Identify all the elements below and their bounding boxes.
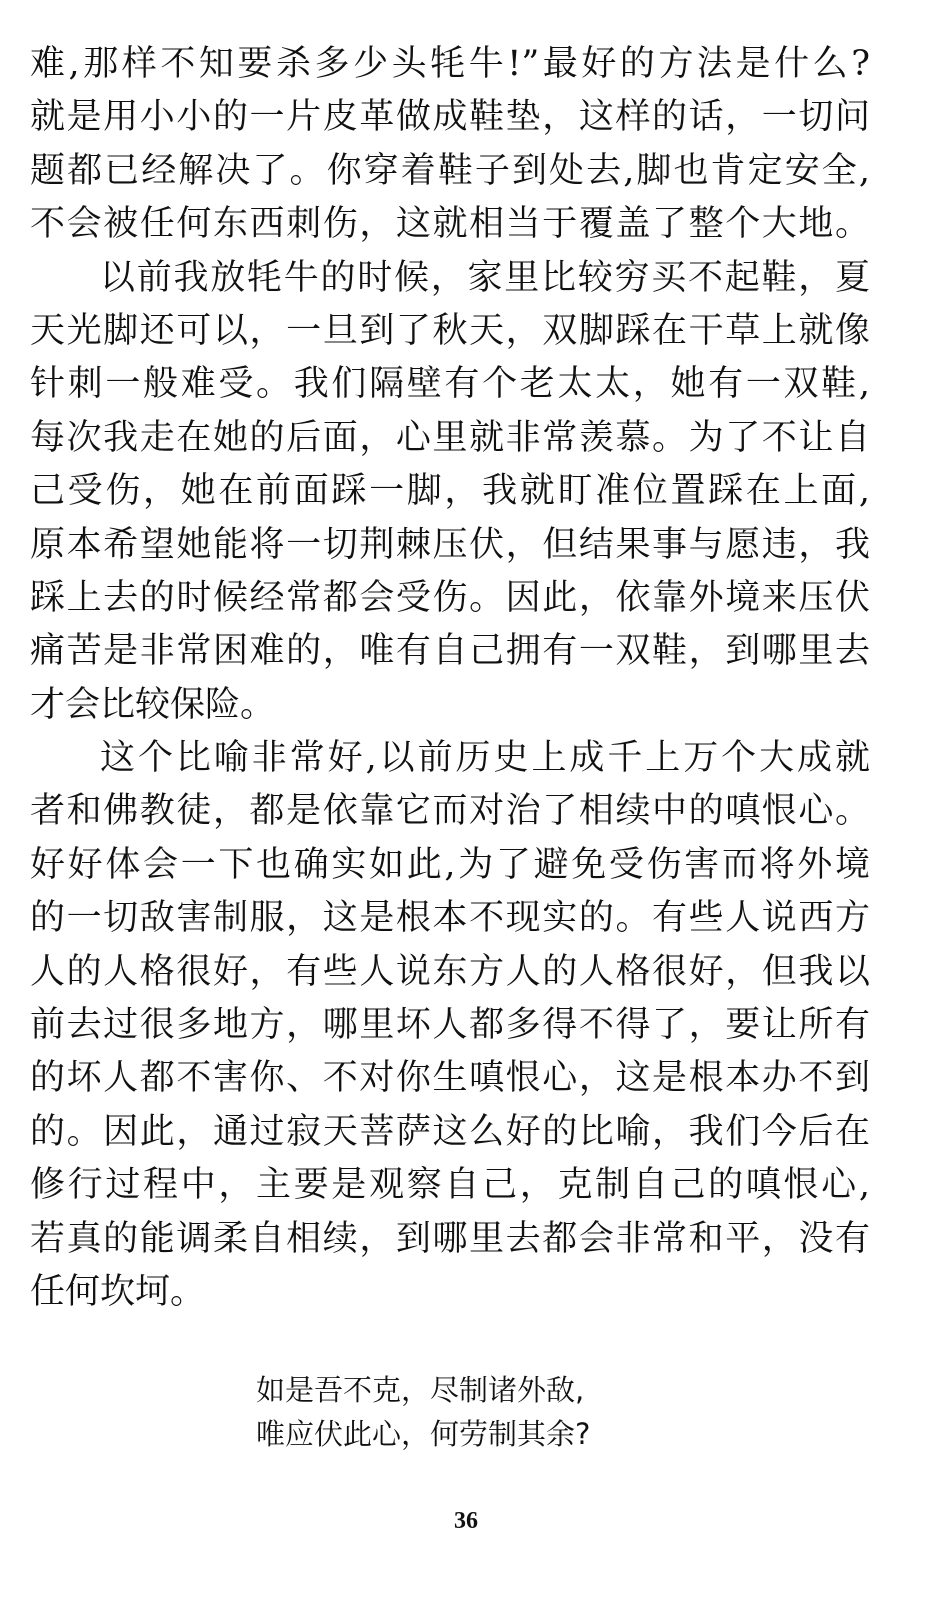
text-line: 不会被任何东西刺伤，这就相当于覆盖了整个大地。 (30, 204, 870, 245)
text-line: 若真的能调柔自相续，到哪里去都会非常和平，没有 (30, 1218, 870, 1259)
text-line: 以前我放牦牛的时候，家里比较穷买不起鞋，夏 (100, 257, 870, 298)
text-line: 踩上去的时候经常都会受伤。因此，依靠外境来压伏 (30, 577, 870, 618)
text-line: 这个比喻非常好,以前历史上成千上万个大成就 (100, 738, 870, 779)
text-line: 题都已经解决了。你穿着鞋子到处去,脚也肯定安全, (30, 150, 870, 191)
text-line: 天光脚还可以，一旦到了秋天，双脚踩在干草上就像 (30, 310, 870, 351)
page-number: 36 (454, 1508, 478, 1534)
text-line: 前去过很多地方，哪里坏人都多得不得了，要让所有 (30, 1005, 870, 1046)
text-line: 己受伤，她在前面踩一脚，我就盯准位置踩在上面, (30, 471, 870, 512)
text-line: 修行过程中，主要是观察自己，克制自己的嗔恨心, (30, 1165, 870, 1206)
text-line: 好好体会一下也确实如此,为了避免受伤害而将外境 (30, 844, 870, 885)
body-text (30, 38, 870, 1319)
text-line: 者和佛教徒，都是依靠它而对治了相续中的嗔恨心。 (30, 791, 870, 832)
text-line: 人的人格很好，有些人说东方人的人格很好，但我以 (30, 951, 870, 992)
verse-line: 如是吾不克，尽制诸外敌, (256, 1373, 585, 1407)
text-line: 原本希望她能将一切荆棘压伏，但结果事与愿违，我 (30, 524, 870, 565)
text-line: 每次我走在她的后面，心里就非常羡慕。为了不让自 (30, 417, 870, 458)
text-line: 的。因此，通过寂天菩萨这么好的比喻，我们今后在 (30, 1111, 870, 1152)
text-line: 任何坎坷。 (30, 1271, 206, 1312)
text-line: 的坏人都不害你、不对你生嗔恨心，这是根本办不到 (30, 1058, 870, 1099)
text-line: 针刺一般难受。我们隔壁有个老太太，她有一双鞋, (30, 364, 870, 405)
verse-quote (256, 1368, 590, 1456)
text-line: 才会比较保险。 (30, 684, 276, 725)
text-line: 就是用小小的一片皮革做成鞋垫，这样的话，一切问 (30, 97, 870, 138)
text-line: 难,那样不知要杀多少头牦牛!”最好的方法是什么? (30, 44, 870, 84)
text-line: 痛苦是非常困难的，唯有自己拥有一双鞋，到哪里去 (30, 631, 870, 672)
verse-line: 唯应伏此心，何劳制其余? (256, 1417, 591, 1451)
text-line: 的一切敌害制服，这是根本不现实的。有些人说西方 (30, 898, 870, 939)
